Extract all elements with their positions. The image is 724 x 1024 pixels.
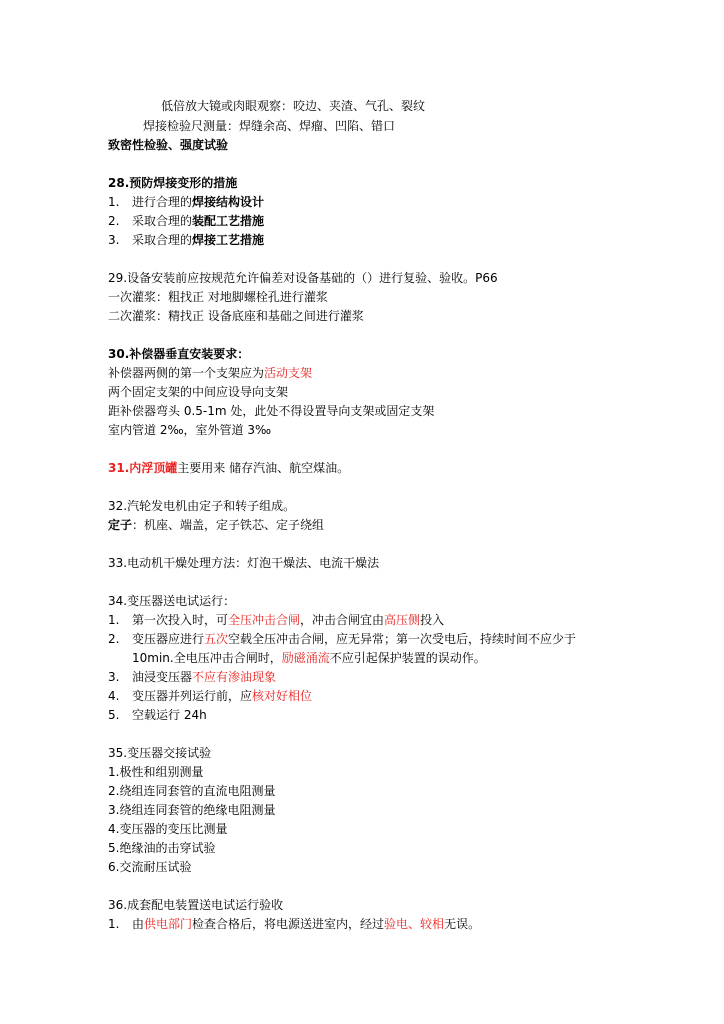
section-36-title: 36.成套配电装置送电试运行验收: [108, 898, 284, 912]
section-34-item: [108, 688, 312, 704]
item-number: 2.: [108, 632, 120, 646]
section-35-item: 4.变压器的变压比测量: [108, 822, 228, 836]
item-number: 1.: [108, 613, 120, 627]
section-30-line-2: 两个固定支架的中间应设导向支架: [108, 385, 289, 399]
text: 第一次投入时，可: [132, 613, 229, 627]
item-bold-text: 焊接工艺措施: [192, 233, 265, 247]
section-35-item: 5.绝缘油的击穿试验: [108, 841, 216, 855]
highlight-text: 活动支架: [264, 366, 313, 380]
highlight-text: 高压侧: [384, 613, 421, 627]
text: 不应引起保护装置的误动作。: [329, 651, 486, 665]
section-28-title: 28.预防焊接变形的措施: [108, 176, 238, 190]
section-30-line-4: 室内管道 2‰，室外管道 3‰: [108, 423, 272, 437]
text: 由: [132, 917, 145, 931]
text: 检查合格后，将电源送进室内，经过: [192, 917, 385, 931]
bold-term: 定子: [108, 518, 133, 532]
inspect-line-visual: 低倍放大镜或肉眼观察：咬边、夹渣、气孔、裂纹: [161, 99, 426, 113]
text: 无误。: [444, 917, 481, 931]
text: 变压器并列运行前，应: [132, 689, 253, 703]
section-35-item: 3.绕组连同套管的绝缘电阻测量: [108, 803, 276, 817]
text: 油浸变压器: [132, 670, 193, 684]
inspect-line-tightness: 致密性检验、强度试验: [108, 138, 229, 152]
highlight-text: 全压冲击合闸: [228, 613, 301, 627]
section-35-item: 2.绕组连同套管的直流电阻测量: [108, 784, 276, 798]
section-29-line-2: 二次灌浆：精找正 设备底座和基础之间进行灌浆: [108, 309, 364, 323]
section-34-item: [108, 612, 444, 628]
section-34-item: [108, 707, 207, 723]
section-28-item: [108, 194, 264, 210]
section-32-title: 32.汽轮发电机由定子和转子组成。: [108, 499, 296, 513]
section-36-item: [108, 916, 480, 932]
text: ：机座、端盖，定子铁芯、定子绕组: [132, 518, 325, 532]
inspect-line-gauge: 焊接检验尺测量：焊缝余高、焊瘤、凹陷、错口: [143, 119, 396, 133]
highlight-text: 核对好相位: [252, 689, 313, 703]
highlight-text: 五次: [204, 632, 229, 646]
item-number: 5.: [108, 708, 120, 722]
section-33-title: 33.电动机干燥处理方法：灯泡干燥法、电流干燥法: [108, 556, 380, 570]
text: 投入: [420, 613, 445, 627]
section-35-item: 1.极性和组别测量: [108, 765, 204, 779]
section-32-line: [108, 517, 324, 533]
highlight-text: 不应有渗油现象: [192, 670, 277, 684]
section-34-title: 34.变压器送电试运行：: [108, 594, 236, 608]
section-30-line-3: 距补偿器弯头 0.5-1m 处，此处不得设置导向支架或固定支架: [108, 404, 435, 418]
text: 变压器应进行: [132, 632, 205, 646]
item-number: 2.: [108, 214, 120, 228]
section-35-item: 6.交流耐压试验: [108, 860, 192, 874]
item-text: 采取合理的: [132, 214, 193, 228]
item-number: 1.: [108, 195, 120, 209]
section-30-title: 30.补偿器垂直安装要求：: [108, 347, 250, 361]
section-34-item: [108, 669, 276, 685]
item-number: 3.: [108, 233, 120, 247]
section-29-line-1: 一次灌浆：粗找正 对地脚螺栓孔进行灌浆: [108, 290, 328, 304]
section-34-item-continuation: [132, 650, 486, 666]
text: 补偿器两侧的第一个支架应为: [108, 366, 265, 380]
item-bold-text: 装配工艺措施: [192, 214, 265, 228]
text: 空载全压冲击合闸，应无异常；第一次受电后，持续时间不应少于: [228, 632, 577, 646]
item-number: 3.: [108, 670, 120, 684]
highlight-text: 验电、较相: [384, 917, 445, 931]
item-text: 进行合理的: [132, 195, 193, 209]
section-30-line-1: [108, 365, 312, 381]
text: ，冲击合闸宜由: [300, 613, 385, 627]
item-text: 采取合理的: [132, 233, 193, 247]
text: 空载运行 24h: [132, 708, 207, 722]
highlight-text: 励磁涌流: [281, 651, 330, 665]
section-28-item: [108, 232, 264, 248]
item-bold-text: 焊接结构设计: [192, 195, 265, 209]
section-29-title: 29.设备安装前应按规范允许偏差对设备基础的（）进行复验、验收。P66: [108, 271, 498, 285]
text: 主要用来 储存汽油、航空煤油。: [177, 461, 350, 475]
highlight-text: 供电部门: [144, 917, 193, 931]
section-31-line: [108, 460, 349, 476]
item-number: 4.: [108, 689, 120, 703]
section-28-item: [108, 213, 264, 229]
section-34-item: [108, 631, 576, 647]
section-31-title: 31.内浮顶罐: [108, 461, 178, 475]
section-35-title: 35.变压器交接试验: [108, 746, 212, 760]
text: 10min.全电压冲击合闸时，: [132, 651, 282, 665]
item-number: 1.: [108, 917, 120, 931]
